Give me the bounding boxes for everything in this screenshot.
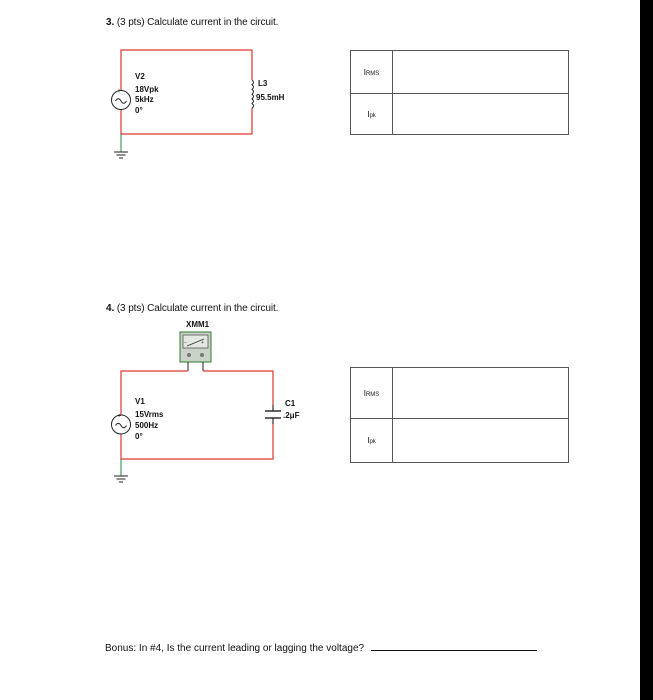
l3-value: 95.5mH (256, 93, 285, 102)
question-4-number: 4. (106, 303, 115, 314)
q3-irms-label: IRMS (351, 51, 393, 94)
question-3-number: 3. (106, 17, 115, 28)
bonus-answer-blank[interactable] (371, 642, 537, 651)
v1-amplitude: 15Vrms (135, 410, 164, 419)
capacitor-icon (265, 405, 281, 424)
v1-frequency: 500Hz (135, 421, 159, 430)
circuit-4-right-top-wire (203, 371, 273, 411)
v1-phase: 0° (135, 432, 143, 441)
ac-source-icon (112, 413, 131, 434)
q4-irms-answer-cell[interactable] (393, 368, 569, 419)
inductor-icon (252, 80, 254, 108)
ground-icon (114, 476, 128, 482)
q3-ipk-label: Ipk (351, 94, 393, 135)
c1-name: C1 (285, 399, 296, 408)
v2-amplitude: 18Vpk (135, 85, 159, 94)
q4-irms-label: IRMS (351, 368, 393, 419)
bonus-question (105, 642, 537, 654)
v2-name: V2 (135, 72, 145, 81)
v2-phase: 0° (135, 106, 143, 115)
svg-text:+: + (117, 88, 122, 95)
question-3-text: (3 pts) Calculate current in the circuit. (116, 17, 279, 28)
q4-answer-table (350, 367, 569, 463)
l3-name: L3 (258, 79, 268, 88)
svg-text:−: − (184, 340, 187, 346)
circuit-4-left-top-wire (121, 371, 188, 415)
svg-text:+: + (117, 413, 122, 420)
q3-answer-table (350, 50, 569, 135)
v2-frequency: 5kHz (135, 95, 154, 104)
question-4 (106, 303, 278, 314)
c1-value: .2μF (283, 411, 300, 420)
q3-ipk-answer-cell[interactable] (393, 94, 569, 135)
ac-source-icon (112, 88, 131, 110)
question-4-text: (3 pts) Calculate current in the circuit. (116, 303, 279, 314)
q4-ipk-label: Ipk (351, 419, 393, 463)
ground-icon (114, 152, 128, 158)
circuit-4 (112, 320, 300, 482)
multimeter-icon (180, 332, 211, 362)
xmm1-name: XMM1 (186, 320, 210, 329)
q4-ipk-answer-cell[interactable] (393, 419, 569, 463)
circuit-3-top-wire (121, 50, 252, 90)
q3-irms-answer-cell[interactable] (393, 51, 569, 94)
circuit-3 (112, 50, 285, 158)
v1-name: V1 (135, 397, 145, 406)
bonus-text: Bonus: In #4, Is the current leading or lagging the voltage? (105, 643, 365, 654)
svg-text:+: + (201, 340, 204, 346)
